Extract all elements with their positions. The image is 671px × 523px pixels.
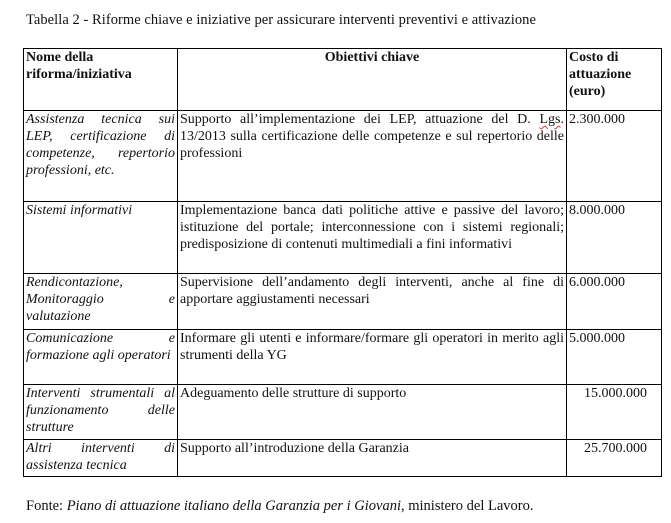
row-name: Sistemi informativi xyxy=(24,202,178,274)
source-prefix: Fonte: xyxy=(26,498,67,514)
row-name: Comunicazione e formazione agli operatori xyxy=(24,330,178,385)
table-row xyxy=(24,330,662,385)
row-name: Assistenza tecnica sui LEP, certificazione di competenze, repertorio professioni, etc. xyxy=(24,111,178,202)
row-cost: 8.000.000 xyxy=(567,202,662,274)
spellcheck-flagged-word: Lgs xyxy=(539,112,561,127)
table-row xyxy=(24,274,662,330)
row-objectives: Supervisione dell’andamento degli interventi, anche al fine di apportare aggiustamenti necessari xyxy=(178,274,567,330)
row-objectives xyxy=(178,111,567,202)
table-header-row xyxy=(24,49,662,111)
table-row xyxy=(24,111,662,202)
row-name: Rendicontazione, Monitoraggio e valutazione xyxy=(24,274,178,330)
header-name: Nome della riforma/iniziativa xyxy=(24,49,178,111)
row-objectives: Informare gli utenti e informare/formare gli operatori in merito agli strumenti della YG xyxy=(178,330,567,385)
row-objectives: Implementazione banca dati politiche attive e passive del lavoro; istituzione del portale; interconnessione con i sistemi regionali; predisposizione di contenuti multimediali a fini informativi xyxy=(178,202,567,274)
row-name: Interventi strumentali al funzionamento delle strutture xyxy=(24,385,178,440)
header-objectives: Obiettivi chiave xyxy=(178,49,567,111)
objectives-text-1: Supporto all’implementazione dei LEP, attuazione del D. xyxy=(180,112,540,127)
table-row xyxy=(24,202,662,274)
row-cost: 25.700.000 xyxy=(567,440,662,477)
row-cost: 6.000.000 xyxy=(567,274,662,330)
row-objectives: Supporto all’introduzione della Garanzia xyxy=(178,440,567,477)
row-name: Altri interventi di assistenza tecnica xyxy=(24,440,178,477)
row-objectives: Adeguamento delle strutture di supporto xyxy=(178,385,567,440)
table-row xyxy=(24,440,662,477)
source-title: Piano di attuazione italiano della Garanzia per i Giovani xyxy=(66,498,401,514)
table-row xyxy=(24,385,662,440)
table-caption: Tabella 2 - Riforme chiave e iniziative per assicurare interventi preventivi e attivazione xyxy=(26,12,536,28)
source-suffix: , ministero del Lavoro. xyxy=(400,498,534,514)
row-cost: 15.000.000 xyxy=(567,385,662,440)
source-note xyxy=(26,498,533,515)
reforms-table xyxy=(23,48,662,477)
header-cost: Costo di attuazione (euro) xyxy=(567,49,662,111)
row-cost: 5.000.000 xyxy=(567,330,662,385)
row-cost: 2.300.000 xyxy=(567,111,662,202)
objectives-text-2: . 13/2013 sulla certificazione delle competenze e sul repertorio delle professioni xyxy=(180,112,564,161)
